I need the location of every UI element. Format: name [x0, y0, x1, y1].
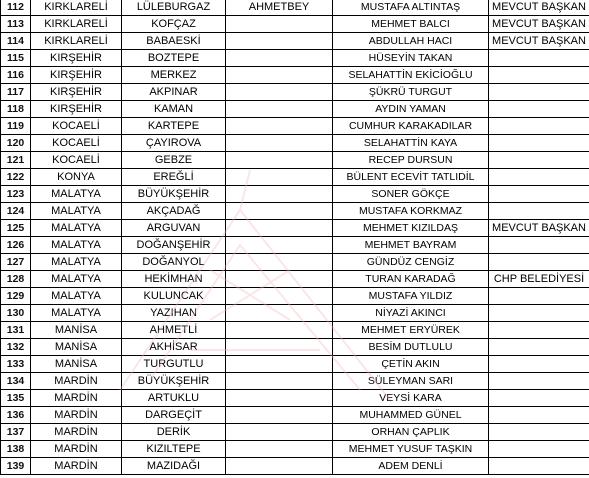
name-cell[interactable]: RECEP DURSUN — [333, 152, 489, 169]
province-cell[interactable]: KIRŞEHİR — [31, 67, 122, 84]
province-cell[interactable]: KONYA — [31, 169, 122, 186]
table-row — [1, 118, 589, 135]
name-cell[interactable]: MEHMET YUSUF TAŞKIN — [333, 441, 489, 458]
status-cell[interactable] — [489, 237, 589, 254]
row-number[interactable]: 132 — [1, 339, 31, 356]
row-number[interactable]: 126 — [1, 237, 31, 254]
name-cell[interactable]: SELAHATTİN EKİCİOĞLU — [333, 67, 489, 84]
town-cell[interactable] — [226, 33, 333, 50]
district-cell[interactable]: KARTEPE — [122, 118, 226, 135]
name-cell[interactable]: SELAHATTİN KAYA — [333, 135, 489, 152]
town-cell[interactable] — [226, 203, 333, 220]
province-cell[interactable]: MARDİN — [31, 407, 122, 424]
status-cell[interactable] — [489, 186, 589, 203]
province-cell[interactable]: MALATYA — [31, 220, 122, 237]
province-cell[interactable]: KIRŞEHİR — [31, 84, 122, 101]
row-number[interactable]: 122 — [1, 169, 31, 186]
province-cell[interactable]: KIRŞEHİR — [31, 101, 122, 118]
district-cell[interactable]: DOĞANYOL — [122, 254, 226, 271]
status-cell[interactable] — [489, 67, 589, 84]
row-number[interactable]: 129 — [1, 288, 31, 305]
status-cell[interactable] — [489, 407, 589, 424]
row-number[interactable]: 127 — [1, 254, 31, 271]
table-body — [1, 0, 589, 475]
town-cell[interactable] — [226, 322, 333, 339]
row-number[interactable]: 125 — [1, 220, 31, 237]
province-cell[interactable]: KIRKLARELİ — [31, 0, 122, 16]
town-cell[interactable] — [226, 101, 333, 118]
province-cell[interactable]: MARDİN — [31, 373, 122, 390]
table-row — [1, 237, 589, 254]
name-cell[interactable]: MEHMET BAYRAM — [333, 237, 489, 254]
status-cell[interactable] — [489, 288, 589, 305]
table-row — [1, 33, 589, 50]
province-cell[interactable]: MALATYA — [31, 305, 122, 322]
town-cell[interactable] — [226, 254, 333, 271]
town-cell[interactable] — [226, 271, 333, 288]
province-cell[interactable]: MALATYA — [31, 271, 122, 288]
town-cell[interactable] — [226, 50, 333, 67]
status-cell[interactable] — [489, 203, 589, 220]
status-cell[interactable] — [489, 356, 589, 373]
district-cell[interactable]: GEBZE — [122, 152, 226, 169]
status-cell[interactable]: MEVCUT BAŞKAN — [489, 33, 589, 50]
town-cell[interactable] — [226, 458, 333, 475]
district-cell[interactable]: AKPINAR — [122, 84, 226, 101]
town-cell[interactable] — [226, 16, 333, 33]
town-cell[interactable] — [226, 424, 333, 441]
province-cell[interactable]: KOCAELİ — [31, 118, 122, 135]
district-cell[interactable]: LÜLEBURGAZ — [122, 0, 226, 16]
status-cell[interactable]: MEVCUT BAŞKAN — [489, 220, 589, 237]
name-cell[interactable]: MUSTAFA KORKMAZ — [333, 203, 489, 220]
table-row — [1, 16, 589, 33]
district-cell[interactable]: KIZILTEPE — [122, 441, 226, 458]
row-number[interactable]: 138 — [1, 441, 31, 458]
town-cell[interactable] — [226, 67, 333, 84]
town-cell[interactable] — [226, 407, 333, 424]
row-number[interactable]: 118 — [1, 101, 31, 118]
table-row — [1, 407, 589, 424]
province-cell[interactable]: KIRŞEHİR — [31, 50, 122, 67]
town-cell[interactable] — [226, 169, 333, 186]
district-cell[interactable]: AKÇADAĞ — [122, 203, 226, 220]
name-cell[interactable]: MEHMET KIZILDAŞ — [333, 220, 489, 237]
province-cell[interactable]: MALATYA — [31, 288, 122, 305]
status-cell[interactable]: MEVCUT BAŞKAN — [489, 16, 589, 33]
town-cell[interactable] — [226, 356, 333, 373]
table-row — [1, 67, 589, 84]
name-cell[interactable]: SONER GÖKÇE — [333, 186, 489, 203]
status-cell[interactable] — [489, 339, 589, 356]
table-row — [1, 390, 589, 407]
status-cell[interactable] — [489, 390, 589, 407]
table-row — [1, 441, 589, 458]
row-number[interactable]: 114 — [1, 33, 31, 50]
status-cell[interactable] — [489, 169, 589, 186]
status-cell[interactable] — [489, 118, 589, 135]
table-row — [1, 339, 589, 356]
province-cell[interactable]: MARDİN — [31, 441, 122, 458]
district-cell[interactable]: AHMETLİ — [122, 322, 226, 339]
name-cell[interactable]: MUSTAFA YILDIZ — [333, 288, 489, 305]
district-cell[interactable]: MERKEZ — [122, 67, 226, 84]
status-cell[interactable]: MEVCUT BAŞKAN — [489, 0, 589, 16]
row-number[interactable]: 135 — [1, 390, 31, 407]
town-cell[interactable] — [226, 288, 333, 305]
province-cell[interactable]: MARDİN — [31, 458, 122, 475]
table-row — [1, 254, 589, 271]
district-cell[interactable]: ARTUKLU — [122, 390, 226, 407]
table-row — [1, 50, 589, 67]
row-number[interactable]: 117 — [1, 84, 31, 101]
name-cell[interactable]: ŞÜKRÜ TURGUT — [333, 84, 489, 101]
district-cell[interactable]: MAZIDAĞI — [122, 458, 226, 475]
province-cell[interactable]: MALATYA — [31, 203, 122, 220]
row-number[interactable]: 137 — [1, 424, 31, 441]
status-cell[interactable] — [489, 101, 589, 118]
name-cell[interactable]: GÜNDÜZ CENGİZ — [333, 254, 489, 271]
town-cell[interactable] — [226, 390, 333, 407]
name-cell[interactable]: HÜSEYİN TAKAN — [333, 50, 489, 67]
name-cell[interactable]: SÜLEYMAN SARI — [333, 373, 489, 390]
town-cell[interactable] — [226, 305, 333, 322]
town-cell[interactable] — [226, 118, 333, 135]
row-number[interactable]: 115 — [1, 50, 31, 67]
row-number[interactable]: 134 — [1, 373, 31, 390]
name-cell[interactable]: MEHMET ERYÜREK — [333, 322, 489, 339]
table-row — [1, 152, 589, 169]
status-cell[interactable] — [489, 305, 589, 322]
name-cell[interactable]: MUSTAFA ALTINTAŞ — [333, 0, 489, 16]
name-cell[interactable]: VEYSİ KARA — [333, 390, 489, 407]
row-number[interactable]: 128 — [1, 271, 31, 288]
district-cell[interactable]: TURGUTLU — [122, 356, 226, 373]
town-cell[interactable] — [226, 237, 333, 254]
town-cell[interactable] — [226, 84, 333, 101]
town-cell[interactable] — [226, 152, 333, 169]
town-cell[interactable] — [226, 373, 333, 390]
district-cell[interactable]: KULUNCAK — [122, 288, 226, 305]
table-row — [1, 186, 589, 203]
table-row — [1, 101, 589, 118]
name-cell[interactable]: CUMHUR KARAKADILAR — [333, 118, 489, 135]
town-cell[interactable] — [226, 441, 333, 458]
status-cell[interactable] — [489, 84, 589, 101]
status-cell[interactable]: CHP BELEDİYESİ — [489, 271, 589, 288]
table-row — [1, 356, 589, 373]
name-cell[interactable]: ÇETİN AKIN — [333, 356, 489, 373]
table-row — [1, 135, 589, 152]
name-cell[interactable]: AYDIN YAMAN — [333, 101, 489, 118]
province-cell[interactable]: MALATYA — [31, 254, 122, 271]
table-row — [1, 305, 589, 322]
province-cell[interactable]: MALATYA — [31, 186, 122, 203]
province-cell[interactable]: KOCAELİ — [31, 135, 122, 152]
status-cell[interactable] — [489, 135, 589, 152]
status-cell[interactable] — [489, 152, 589, 169]
name-cell[interactable]: ADEM DENLİ — [333, 458, 489, 475]
district-cell[interactable]: DERİK — [122, 424, 226, 441]
name-cell[interactable]: NİYAZİ AKINCI — [333, 305, 489, 322]
province-cell[interactable]: MANİSA — [31, 322, 122, 339]
table-row — [1, 288, 589, 305]
district-cell[interactable]: KAMAN — [122, 101, 226, 118]
table-row — [1, 0, 589, 16]
row-number[interactable]: 139 — [1, 458, 31, 475]
status-cell[interactable] — [489, 373, 589, 390]
table-row — [1, 424, 589, 441]
province-cell[interactable]: MANİSA — [31, 356, 122, 373]
status-cell[interactable] — [489, 458, 589, 475]
district-cell[interactable]: DOĞANŞEHİR — [122, 237, 226, 254]
table-row — [1, 373, 589, 390]
province-cell[interactable]: MALATYA — [31, 237, 122, 254]
row-number[interactable]: 119 — [1, 118, 31, 135]
province-cell[interactable]: MARDİN — [31, 390, 122, 407]
row-number[interactable]: 121 — [1, 152, 31, 169]
status-cell[interactable] — [489, 50, 589, 67]
district-cell[interactable]: ARGUVAN — [122, 220, 226, 237]
district-cell[interactable]: AKHİSAR — [122, 339, 226, 356]
name-cell[interactable]: MUHAMMED GÜNEL — [333, 407, 489, 424]
table-row — [1, 271, 589, 288]
district-cell[interactable]: ÇAYIROVA — [122, 135, 226, 152]
district-cell[interactable]: EREĞLİ — [122, 169, 226, 186]
district-cell[interactable]: BOZTEPE — [122, 50, 226, 67]
province-cell[interactable]: KIRKLARELİ — [31, 16, 122, 33]
district-cell[interactable]: HEKİMHAN — [122, 271, 226, 288]
town-cell[interactable] — [226, 220, 333, 237]
row-number[interactable]: 112 — [1, 0, 31, 16]
district-cell[interactable]: BÜYÜKŞEHİR — [122, 373, 226, 390]
province-cell[interactable]: KOCAELİ — [31, 152, 122, 169]
province-cell[interactable]: MARDİN — [31, 424, 122, 441]
table-row — [1, 203, 589, 220]
province-cell[interactable]: KIRKLARELİ — [31, 33, 122, 50]
name-cell[interactable]: TURAN KARADAĞ — [333, 271, 489, 288]
district-cell[interactable]: YAZIHAN — [122, 305, 226, 322]
status-cell[interactable] — [489, 254, 589, 271]
table-row — [1, 458, 589, 475]
row-number[interactable]: 131 — [1, 322, 31, 339]
table-row — [1, 84, 589, 101]
town-cell[interactable] — [226, 186, 333, 203]
name-cell[interactable]: ABDULLAH HACI — [333, 33, 489, 50]
district-cell[interactable]: BÜYÜKŞEHİR — [122, 186, 226, 203]
name-cell[interactable]: BESİM DUTLULU — [333, 339, 489, 356]
row-number[interactable]: 123 — [1, 186, 31, 203]
row-number[interactable]: 113 — [1, 16, 31, 33]
province-cell[interactable]: MANİSA — [31, 339, 122, 356]
table-row — [1, 169, 589, 186]
row-number[interactable]: 124 — [1, 203, 31, 220]
row-number[interactable]: 120 — [1, 135, 31, 152]
town-cell[interactable] — [226, 339, 333, 356]
row-number[interactable]: 130 — [1, 305, 31, 322]
name-cell[interactable]: ORHAN ÇAPLIK — [333, 424, 489, 441]
row-number[interactable]: 136 — [1, 407, 31, 424]
town-cell[interactable]: AHMETBEY — [226, 0, 333, 16]
table-row — [1, 220, 589, 237]
district-cell[interactable]: KOFÇAZ — [122, 16, 226, 33]
table-row — [1, 322, 589, 339]
town-cell[interactable] — [226, 135, 333, 152]
row-number[interactable]: 116 — [1, 67, 31, 84]
status-cell[interactable] — [489, 424, 589, 441]
status-cell[interactable] — [489, 441, 589, 458]
district-cell[interactable]: DARGEÇİT — [122, 407, 226, 424]
row-number[interactable]: 133 — [1, 356, 31, 373]
status-cell[interactable] — [489, 322, 589, 339]
name-cell[interactable]: MEHMET BALCI — [333, 16, 489, 33]
name-cell[interactable]: BÜLENT ECEVİT TATLIDİL — [333, 169, 489, 186]
district-cell[interactable]: BABAESKİ — [122, 33, 226, 50]
